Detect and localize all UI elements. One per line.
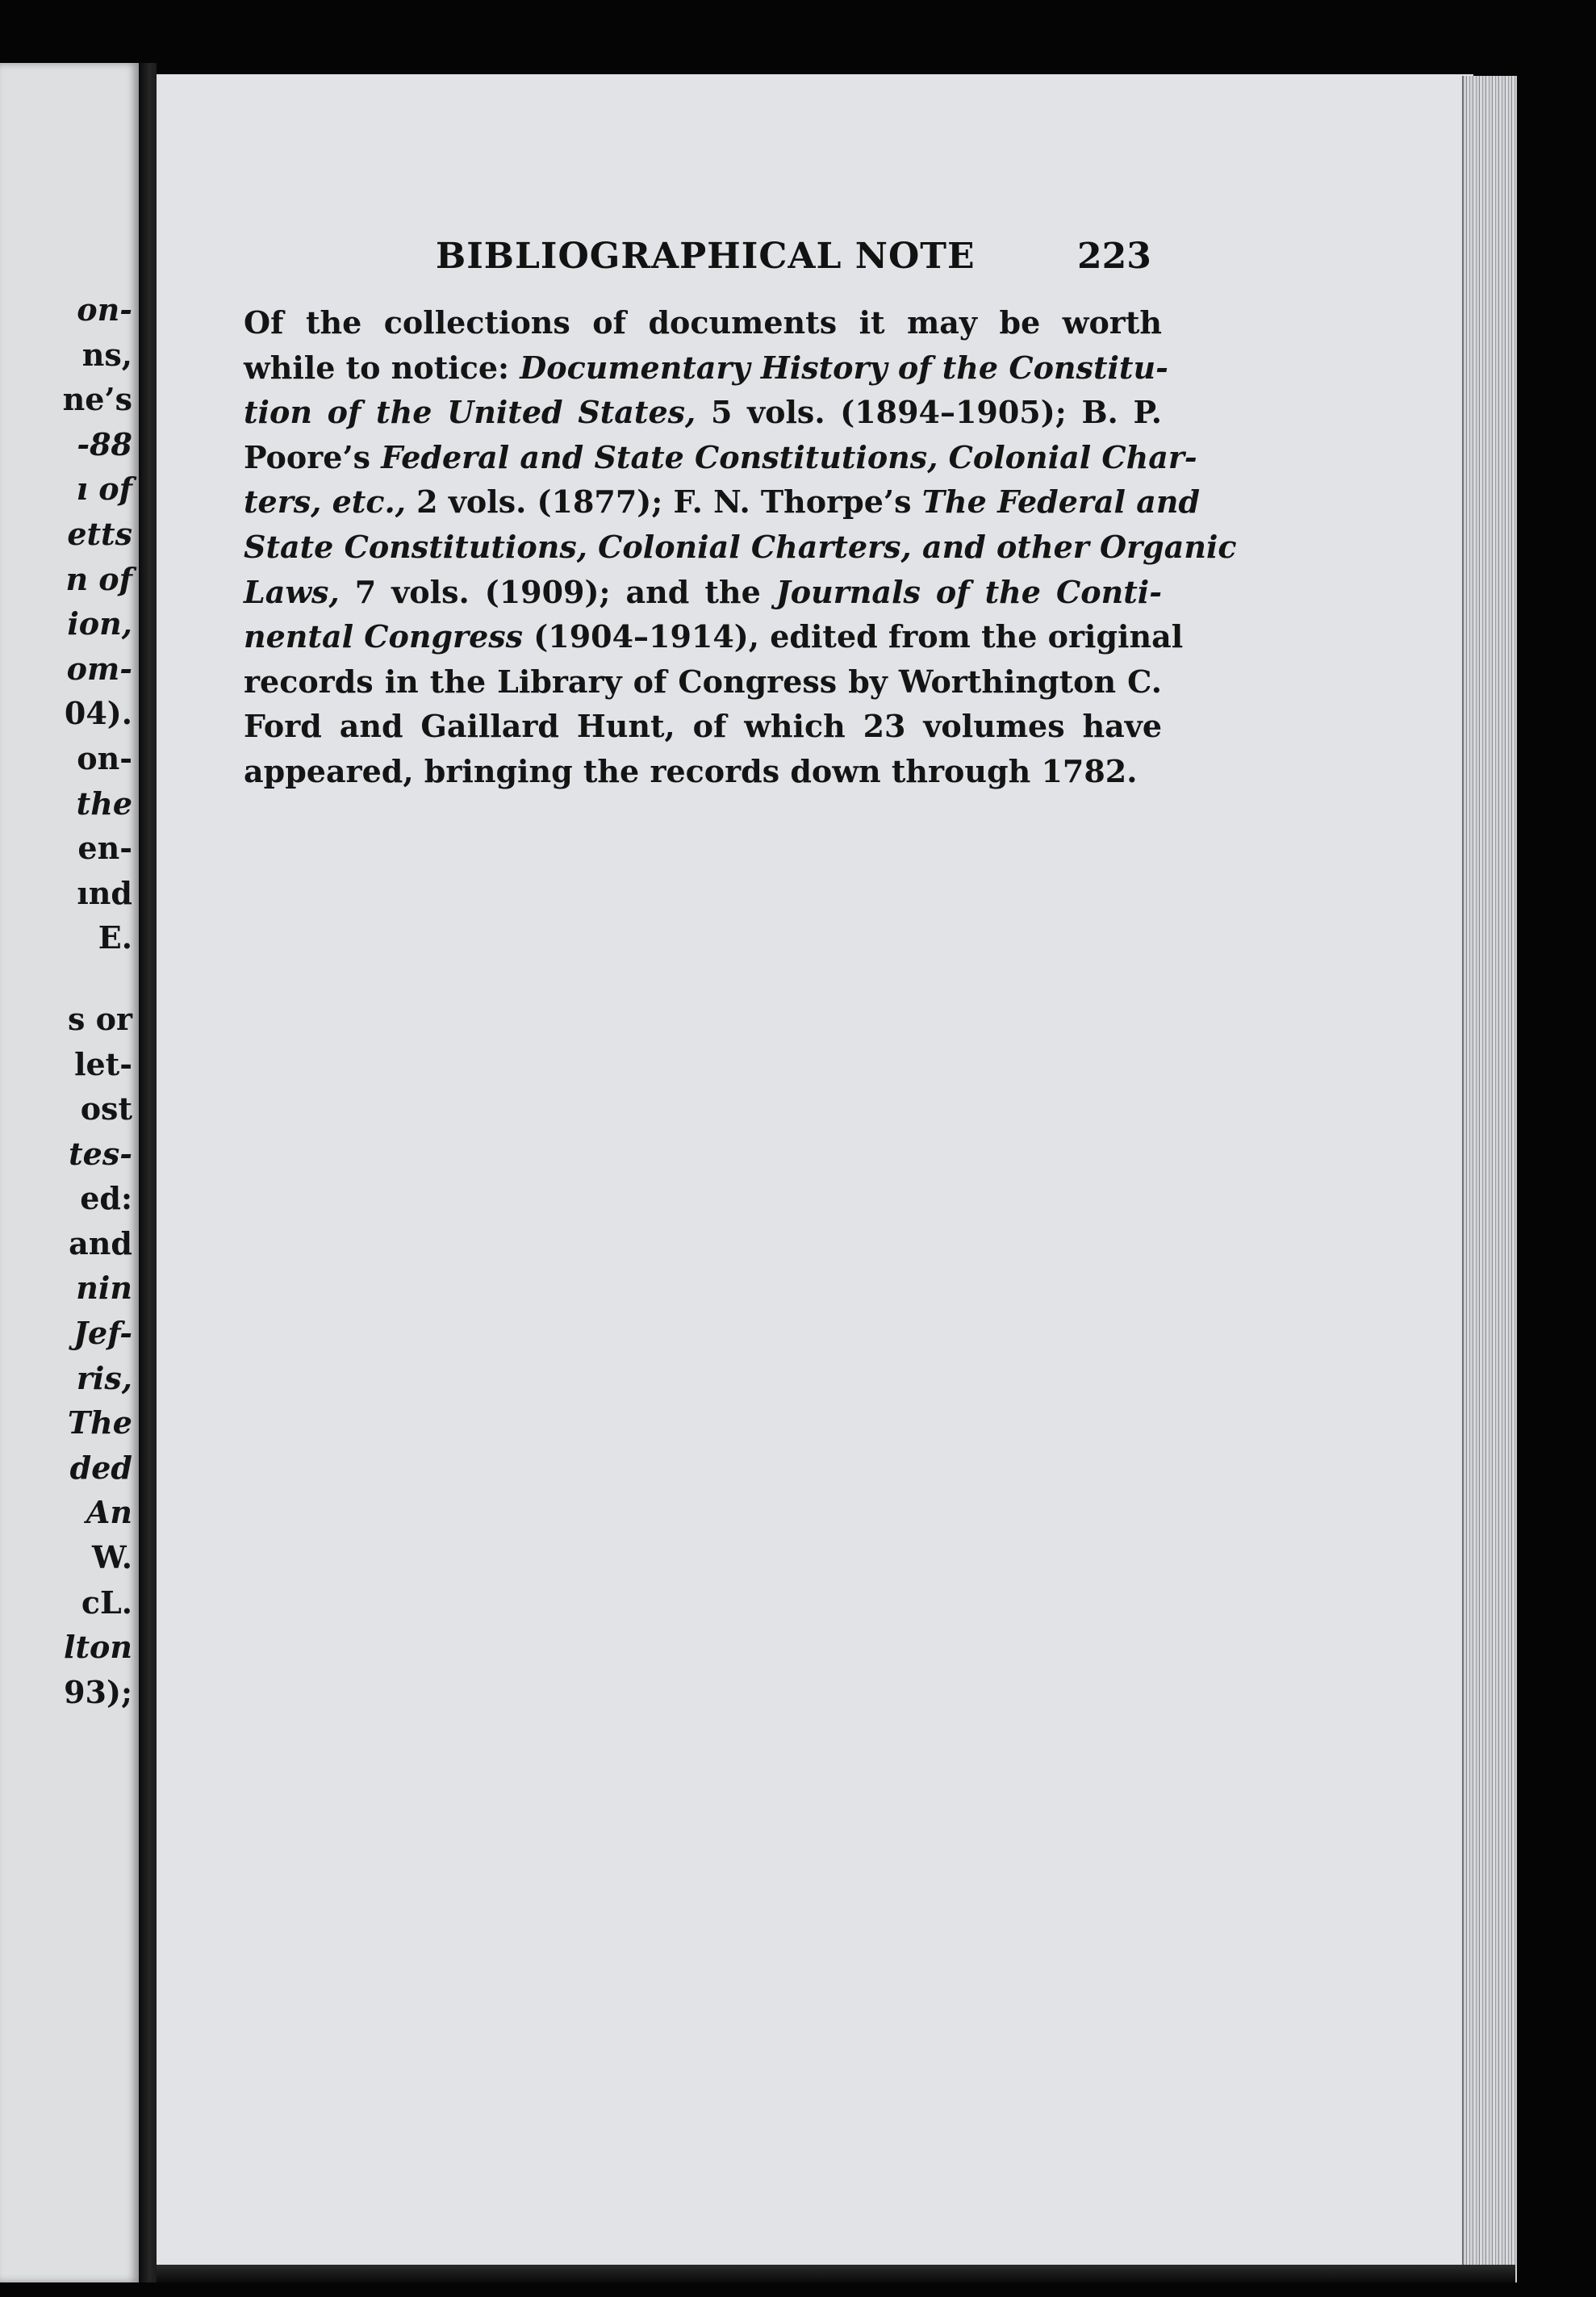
left-line-fragment: the xyxy=(76,784,132,822)
text-line xyxy=(244,345,1168,391)
left-line-fragment: ne’s xyxy=(62,381,132,418)
text-run: 5 vols. (1894–1905); B. P. xyxy=(696,394,1162,431)
text-line xyxy=(244,525,1237,570)
text-run: while to notice: xyxy=(244,349,520,386)
text-line xyxy=(244,570,1162,615)
text-line xyxy=(244,479,1201,525)
left-line-fragment: -88 xyxy=(77,425,132,462)
paragraph-body xyxy=(244,300,1237,794)
left-line-fragment: lton xyxy=(64,1629,132,1666)
left-line-fragment: and xyxy=(69,1224,132,1261)
left-page-text-fragments xyxy=(63,287,132,1714)
italic-title-text: State Constitutions, Colonial Charters, and other Organic xyxy=(244,528,1237,565)
running-head xyxy=(436,236,1162,284)
left-line-fragment: ınd xyxy=(77,874,132,911)
italic-title-text: ters, etc., xyxy=(244,483,406,521)
page-number: 223 xyxy=(1077,236,1151,277)
text-run: Of the collections of documents it may be worth xyxy=(244,304,1162,341)
left-line-fragment: en- xyxy=(77,830,132,867)
text-run: 7 vols. (1909); and the xyxy=(339,573,776,610)
left-line-fragment: W. xyxy=(92,1539,132,1576)
italic-title-text: nental Congress xyxy=(244,618,524,655)
left-line-fragment: An xyxy=(86,1494,132,1531)
text-line xyxy=(244,749,1162,794)
text-run: 2 vols. (1877); F. N. Thorpe’s xyxy=(405,483,922,521)
left-line-fragment: 93); xyxy=(64,1673,132,1710)
left-line-fragment: on- xyxy=(77,291,132,328)
left-line-fragment: ion, xyxy=(67,605,132,642)
text-line xyxy=(244,300,1162,345)
left-line-fragment: cL. xyxy=(81,1584,132,1621)
left-page xyxy=(0,63,139,2282)
page-bottom-shadow xyxy=(157,2265,1515,2282)
text-run: Ford and Gaillard Hunt, of which 23 volumes have xyxy=(244,708,1162,745)
left-line-fragment: on- xyxy=(77,739,132,776)
italic-title-text: Federal and State Constitutions, Colonial Char- xyxy=(381,438,1197,475)
left-line-fragment: 04). xyxy=(64,695,132,732)
text-line xyxy=(244,614,1184,659)
page-title: BIBLIOGRAPHICAL NOTE xyxy=(436,236,976,277)
left-line-fragment: nin xyxy=(76,1270,132,1307)
text-line xyxy=(244,704,1162,749)
text-run: (1904–1914), edited from the original xyxy=(523,618,1184,655)
left-line-fragment: ost xyxy=(80,1090,132,1128)
left-line-fragment: let- xyxy=(74,1045,132,1082)
left-line-fragment: tes- xyxy=(69,1135,132,1172)
left-line-fragment: etts xyxy=(67,515,132,552)
page-edge xyxy=(1462,76,1517,2282)
text-run: Poore’s xyxy=(244,438,382,475)
italic-title-text: tion of the United States, xyxy=(244,394,696,431)
left-line-fragment: ı of xyxy=(76,471,132,508)
left-line-fragment: n of xyxy=(65,560,132,597)
italic-title-text: Laws, xyxy=(244,573,340,610)
left-line-fragment: ns, xyxy=(81,336,132,373)
left-line-fragment: om- xyxy=(66,650,132,687)
text-run: appeared, bringing the records down through 1782. xyxy=(244,752,1138,789)
left-line-fragment: ded xyxy=(69,1449,132,1486)
left-line-fragment: Jef- xyxy=(73,1315,132,1352)
italic-title-text: Journals of the Conti- xyxy=(775,573,1162,610)
text-line xyxy=(244,659,1162,705)
left-line-fragment: s or xyxy=(68,1000,132,1037)
book-gutter xyxy=(139,63,157,2282)
text-line xyxy=(244,390,1162,435)
text-run: records in the Library of Congress by Worthington C. xyxy=(244,663,1162,700)
left-line-fragment: E. xyxy=(98,919,132,956)
left-line-fragment: ris, xyxy=(76,1359,132,1396)
italic-title-text: Documentary History of the Constitu- xyxy=(520,349,1168,386)
text-line xyxy=(244,435,1197,480)
left-line-fragment: ed: xyxy=(80,1180,132,1217)
italic-title-text: The Federal and xyxy=(921,483,1201,521)
left-line-fragment: The xyxy=(67,1404,132,1441)
